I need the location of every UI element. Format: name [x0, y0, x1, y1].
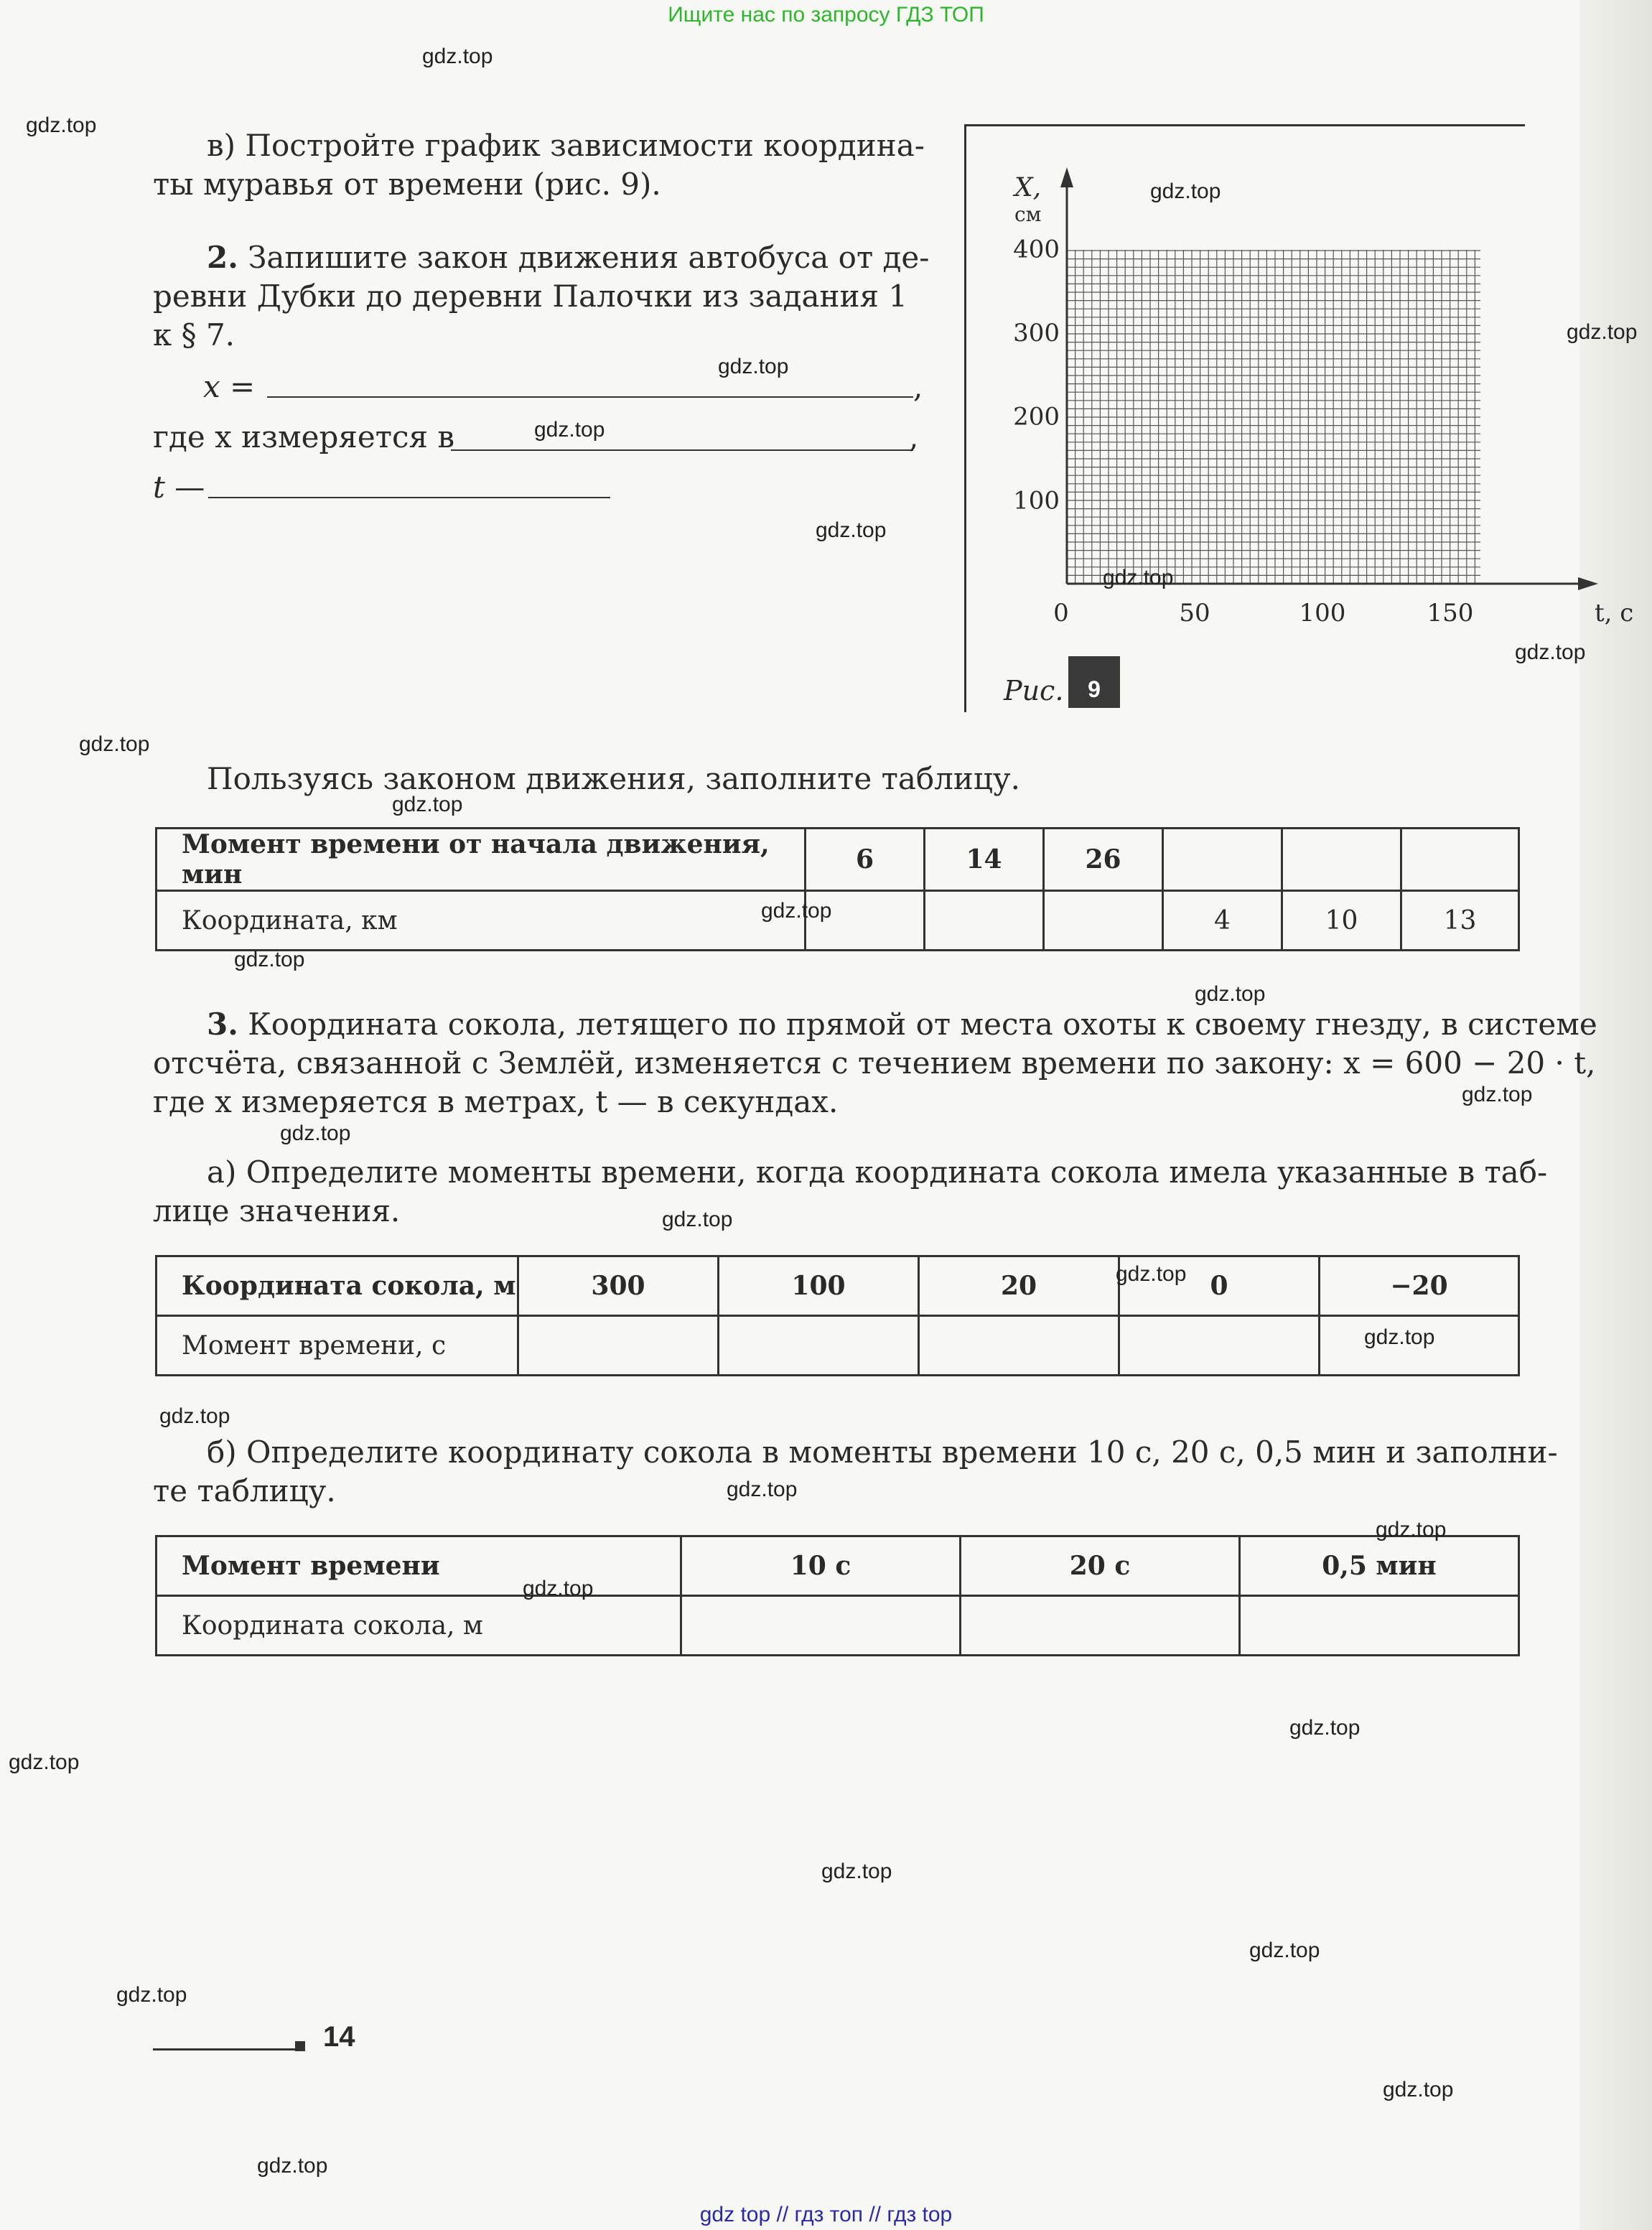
y-axis-arrow	[1060, 167, 1073, 187]
figure-caption: Рис.	[1004, 675, 1064, 706]
axes	[1060, 167, 1598, 590]
x-answer-line[interactable]	[267, 396, 913, 398]
x-tick-label: 150	[1427, 599, 1474, 628]
table2-cell[interactable]	[1119, 1316, 1320, 1376]
grid-lines	[1067, 250, 1480, 584]
task3-text1: Координата сокола, летящего по прямой от места охоты к своему гнезду, в системе	[248, 1007, 1597, 1042]
table-row	[157, 829, 1519, 891]
top-banner[interactable]: Ищите нас по запросу ГДЗ ТОП	[668, 3, 984, 27]
watermark[interactable]: gdz.top	[392, 793, 463, 816]
x-axis-label: t, с	[1595, 599, 1634, 628]
where-label: где x измеряется в	[153, 419, 455, 454]
page-footer-rule	[153, 2048, 297, 2051]
table3-cell[interactable]: 0,5 мин	[1240, 1536, 1519, 1596]
table-row	[157, 891, 1519, 951]
table-row	[157, 1316, 1519, 1376]
watermark[interactable]: gdz.top	[280, 1121, 351, 1145]
table1-row2-header: Координата, км	[157, 891, 806, 951]
y-axis-unit: см	[1014, 202, 1042, 226]
watermark[interactable]: gdz.top	[1567, 320, 1638, 344]
table3-cell[interactable]: 10 с	[681, 1536, 961, 1596]
table1-cell[interactable]: 4	[1163, 891, 1282, 951]
table1-cell[interactable]: 10	[1282, 891, 1401, 951]
watermark[interactable]: gdz.top	[422, 45, 493, 68]
table-row	[157, 1536, 1519, 1596]
watermark[interactable]: gdz.top	[234, 948, 305, 971]
x-tick-label: 100	[1299, 599, 1346, 628]
table1-cell[interactable]: 14	[925, 829, 1044, 891]
table1-instruction: Пользуясь законом движения, заполните таблицу.	[207, 761, 1020, 796]
watermark[interactable]: gdz.top	[1150, 179, 1221, 203]
table2-cell[interactable]	[518, 1316, 719, 1376]
table2-row1-header: Координата сокола, м	[157, 1256, 518, 1316]
table3-row1-header: Момент времени	[157, 1536, 681, 1596]
watermark[interactable]: gdz.top	[1364, 1325, 1435, 1349]
watermark[interactable]: gdz.top	[1462, 1083, 1533, 1106]
comma-1: ,	[913, 369, 923, 404]
task2-line1	[207, 238, 929, 277]
watermark[interactable]: gdz.top	[26, 113, 97, 137]
task3-line3: где x измеряется в метрах, t — в секундах.	[153, 1084, 839, 1119]
x-equals-label: x =	[203, 369, 256, 404]
table3-cell[interactable]: 20 с	[961, 1536, 1240, 1596]
table2-cell[interactable]: 20	[919, 1256, 1119, 1316]
watermark[interactable]: gdz.top	[116, 1983, 187, 2007]
watermark[interactable]: gdz.top	[1383, 2078, 1454, 2101]
table1-cell[interactable]: 26	[1044, 829, 1163, 891]
task3b-line1: б) Определите координату сокола в моменты времени 10 с, 20 с, 0,5 мин и заполни-	[207, 1434, 1558, 1470]
table3-cell[interactable]	[1240, 1596, 1519, 1656]
table2-cell[interactable]	[719, 1316, 919, 1376]
table-row	[157, 1596, 1519, 1656]
task3a-line2: лице значения.	[153, 1193, 401, 1228]
table2-cell[interactable]: 0	[1119, 1256, 1320, 1316]
task1v-line2: ты муравья от времени (рис. 9).	[153, 167, 661, 202]
table-bus-law	[155, 827, 1520, 951]
watermark[interactable]: gdz.top	[9, 1750, 80, 1774]
table2-row2-header: Момент времени, с	[157, 1316, 518, 1376]
table2-cell[interactable]	[919, 1316, 1119, 1376]
task1v-line1: в) Постройте график зависимости координа-	[207, 128, 925, 163]
t-answer-line[interactable]	[208, 497, 610, 498]
task3-number: 3.	[207, 1007, 238, 1042]
watermark[interactable]: gdz.top	[1289, 1716, 1361, 1740]
unit-answer-line[interactable]	[451, 449, 913, 451]
page-number: 14	[323, 2021, 355, 2053]
task2-line3: к § 7.	[153, 317, 235, 353]
watermark[interactable]: gdz.top	[727, 1478, 798, 1501]
watermark[interactable]: gdz.top	[1103, 566, 1174, 589]
y-tick-label: 100	[1013, 486, 1060, 515]
watermark[interactable]: gdz.top	[1515, 640, 1586, 664]
table1-cell[interactable]	[925, 891, 1044, 951]
y-tick-label: 400	[1013, 235, 1060, 264]
watermark[interactable]: gdz.top	[662, 1208, 733, 1231]
table-row	[157, 1256, 1519, 1316]
page-footer-square	[295, 2041, 305, 2051]
table1-row1-header: Момент времени от начала движения, мин	[157, 829, 806, 891]
x-tick-label: 50	[1179, 599, 1210, 628]
watermark[interactable]: gdz.top	[816, 518, 887, 542]
table3-cell[interactable]	[681, 1596, 961, 1656]
table1-cell[interactable]	[1282, 829, 1401, 891]
y-tick-label: 300	[1013, 319, 1060, 347]
y-tick-label: 200	[1013, 402, 1060, 431]
t-label: t —	[153, 470, 205, 505]
figure-number: 9	[1068, 656, 1120, 708]
watermark[interactable]: gdz.top	[1116, 1262, 1187, 1286]
watermark[interactable]: gdz.top	[718, 355, 789, 378]
watermark[interactable]: gdz.top	[159, 1404, 230, 1428]
table2-cell[interactable]: 300	[518, 1256, 719, 1316]
task3-line2: отсчёта, связанной с Землёй, изменяется с течением времени по закону: x = 600 − 20 · t,	[153, 1045, 1596, 1081]
x-tick-label: 0	[1053, 599, 1069, 628]
watermark[interactable]: gdz.top	[1376, 1518, 1447, 1541]
table3-row2-header: Координата сокола, м	[157, 1596, 681, 1656]
watermark[interactable]: gdz.top	[1195, 982, 1266, 1006]
table-falcon-time	[155, 1255, 1520, 1376]
task3-line1	[207, 1005, 1597, 1044]
y-axis-label: X,	[1014, 173, 1042, 202]
table2-cell[interactable]: −20	[1320, 1256, 1519, 1316]
table1-cell[interactable]	[1044, 891, 1163, 951]
watermark[interactable]: gdz.top	[257, 2154, 328, 2178]
bottom-banner[interactable]: gdz top // гдз топ // гдз top	[699, 2203, 953, 2226]
table2-cell[interactable]: 100	[719, 1256, 919, 1316]
watermark[interactable]: gdz.top	[1249, 1939, 1320, 1962]
watermark[interactable]: gdz.top	[761, 899, 832, 923]
task3b-line2: те таблицу.	[153, 1473, 336, 1508]
table1-cell[interactable]: 6	[806, 829, 925, 891]
table-falcon-coordinate	[155, 1535, 1520, 1656]
table1-cell[interactable]	[1163, 829, 1282, 891]
watermark[interactable]: gdz.top	[79, 732, 150, 756]
table1-cell[interactable]	[1401, 829, 1519, 891]
watermark[interactable]: gdz.top	[534, 418, 605, 442]
task2-text1: Запишите закон движения автобуса от де-	[248, 240, 930, 275]
table1-cell[interactable]: 13	[1401, 891, 1519, 951]
task2-line2: ревни Дубки до деревни Палочки из задания 1	[153, 279, 908, 314]
comma-2: ,	[909, 419, 919, 454]
task2-number: 2.	[207, 240, 238, 275]
task3a-line1: а) Определите моменты времени, когда координата сокола имела указанные в таб-	[207, 1154, 1548, 1190]
table3-cell[interactable]	[961, 1596, 1240, 1656]
watermark[interactable]: gdz.top	[523, 1577, 594, 1600]
watermark[interactable]: gdz.top	[821, 1860, 892, 1883]
